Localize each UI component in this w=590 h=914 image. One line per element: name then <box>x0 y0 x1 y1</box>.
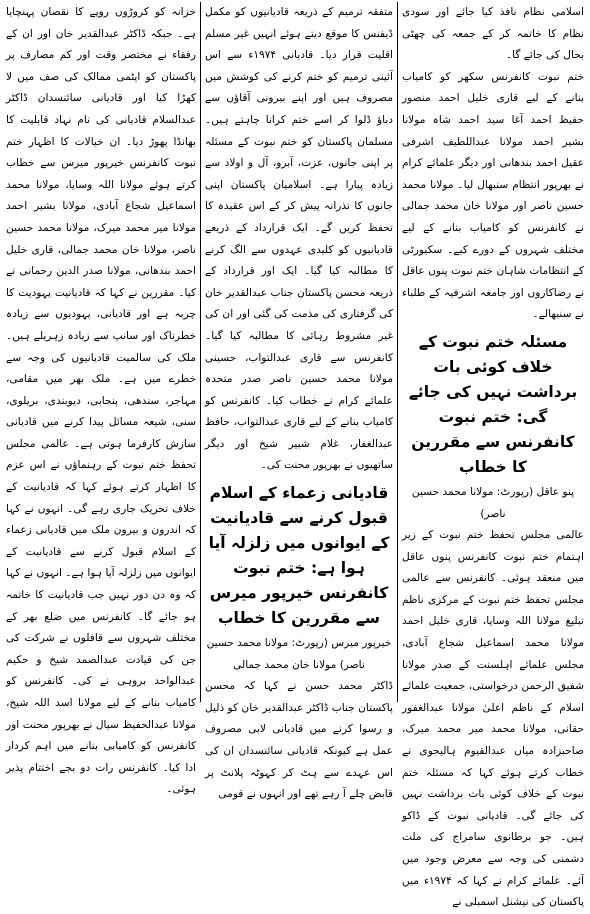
column-left <box>2 2 200 796</box>
article-paragraph: ختم نبوت کانفرنس سکھر کو کامیاب بنانے کے لیے قاری خلیل احمد منصور حفیظ احمد آغا سید احمد شاہ مولانا بشیر احمد مولانا عبداللطیف اشرفی عقیل احمد بندھانی اور دیگر علمائے کرام نے بھرپور انتظام سنبھال لیا۔ مولانا محمد حسین ناصر اور مولانا خان محمد جمالی نے کانفرنس کو کامیاب بنانے کے لیے مختلف شہروں کے دورے کیے۔ سکیورٹی کے انتظامات شاہان ختم نبوت پنوں عاقل نے رضاکاروں اور جامعہ اشرفیہ کے طلباء نے سنبھالے۔ <box>402 70 584 321</box>
article-paragraph: خزانہ کو کروڑوں روپے کا نقصان پہنچایا ہے۔ جبکہ ڈاکٹر عبدالقدیر خان اور ان کے رفقاء نے مختصر وقت اور کم مصارف پر پاکستان کو ایٹمی ممالک کی صف میں لا کھڑا کیا اور قادیانی سائنسدان ڈاکٹر عبدالسلام قادیانی کی نام نہاد قابلیت کا بھانڈا پھوڑ دیا۔ ان خیالات کا اظہار ختم نبوت کانفرنس خیرپور میرس سے خطاب کرتے ہوئے مولانا اللہ وسایا، مولانا محمد اسماعیل شجاع آبادی، مولانا بشیر احمد مولانا میر محمد میرک، مولانا محمد حسین ناصر، مولانا خان محمد جمالی، قاری خلیل احمد بندھانی، مولانا صدر الدین رحمانی نے کیا۔ مقررین نے کہا کہ قادیانیت یہودیت کا چربہ ہے اور قادیانی، یہودیوں سے زیادہ خطرناک اور سانپ سے زیادہ زہریلے ہیں۔ ملک کی سالمیت قادیانیوں کی وجہ سے خطرے میں ہے۔ ملک بھر میں مقامی، مہاجر، سندھی، پنجابی، دیوبندی، بریلوی، سنی، شیعہ مسائل پیدا کرنے میں قادیانی سازش کارفرما ہوتی ہے۔ عالمی مجلس تحفظ ختم نبوت کے رہنماؤں نے اس عزم کا اظہار کرتے ہوئے کہا کہ قادیانیت کے خلاف تحریک جاری رہے گی۔ انہوں نے کہا کہ اندرون و بیرون ملک میں قادیانی زعماء کے اسلام قبول کرنے سے قادیانیت کے ایوانوں میں زلزلہ آیا ہوا ہے۔ انہوں نے کہا کہ وہ دن دور نہیں جب قادیانیت کا خاتمہ ہو جائے گا۔ کانفرنس میں ضلع بھر کے مختلف شہروں سے قافلوں نے شرکت کی جن کی قیادت عبدالصمد شیخ و حکیم عبدالواحد بروہی نے کی۔ کانفرنس کو کامیاب بنانے کے لیے مولانا اسد اللہ شیخ، مولانا عبدالحفیظ سیال نے بھرپور محنت اور کانفرنس کو کامیابی بنانے میں اہم کردار ادا کیا۔ کانفرنس رات دو بجے اختتام پذیر ہوئی۔ <box>6 6 196 796</box>
article-paragraph: ڈاکٹر محمد حسن نے کہا کہ محسن پاکستان جناب ڈاکٹر عبدالقدیر خان کو ذلیل و رسوا کرنے میں قادیانی لابی مصروف عمل ہے کیونکہ قادیانی سائنسدان ان کی اس عہدے سے ہٹ کر کہوٹہ پلانٹ پر قابض چلے آ رہے تھے اور انہوں نے قومی <box>205 680 393 801</box>
headline-khatm-e-nabuwat: مسئلہ ختم نبوت کے خلاف کوئی بات برداشت نہیں کی جائے گی: ختم نبوت کانفرنس سے مقررین کا خطاب <box>408 332 578 476</box>
byline: خیرپور میرس (رپورٹ: مولانا محمد حسین ناصر) مولانا خان محمد جمالی <box>206 637 392 671</box>
byline: پنو عاقل (رپورٹ: مولانا محمد حسین ناصر) <box>411 485 575 520</box>
article-paragraph: عالمی مجلس تحفظ ختم نبوت کے زیر اہتمام ختم نبوت کانفرنس پنوں عاقل میں منعقد ہوئی۔ کانفرنس سے عالمی مجلس تحفظ ختم نبوت کے مرکزی ناظم تبلیغ مولانا اللہ وسایا، قاری خلیل احمد مولانا محمد اسماعیل شجاع آبادی، مجلس علمائے اہلسنت کے صدر مولانا شفیق الرحمن درخواستی، جمعیت علمائے اسلام کے ناظم اعلیٰ مولانا عبدالغفور حقانی، مولانا محمد میر محمد میرک، صاحبزادہ میاں عبدالقیوم ہالیجوی نے خطاب کرتے ہوئے کہا کہ مسئلہ ختم نبوت کے خلاف کوئی بات برداشت نہیں کی جائے گی۔ قادیانی نبوت کے ڈاکو ہیں۔ جو برطانوی سامراج کی ملت دشمنی کی وجہ سے معرض وجود میں آئے۔ علمائے کرام نے کہا کہ ۱۹۷۴ء میں پاکستان کی نیشنل اسمبلی نے <box>402 529 584 909</box>
column-right <box>398 2 588 909</box>
article-paragraph: متفقہ ترمیم کے ذریعہ قادیانیوں کو مکمل ڈیفنس کا موقع دیتے ہوئے انہیں غیر مسلم اقلیت قرار دیا۔ قادیانی ۱۹۷۴ء سے اس آئینی ترمیم کو ختم کرنے کی کوشش میں مصروف ہیں اور اپنے بیرونی آقاؤں سے دباؤ ڈلوا کر اسے ختم کرانا چاہتے ہیں۔ مسلمان پاکستان کو ختم نبوت کے مسئلہ پر اپنی جانوں، عزت، آبرو، آل و اولاد سے زیادہ پیارا ہے۔ اسلامیان پاکستان اپنی جانوں کا نذرانہ پیش کر کے اس عقیدہ کا تحفظ کریں گے۔ ایک قرارداد کے ذریعے قادیانیوں کو کلیدی عہدوں سے الگ کرنے کا مطالبہ کیا گیا۔ ایک اور قرارداد کے ذریعہ محسن پاکستان جناب عبدالقدیر خان کی گرفتاری کی مذمت کی گئی اور ان کی غیر مشروط رہائی کا مطالبہ کیا گیا۔ کانفرنس سے قاری عبدالتواب، حسینی مولانا محمد حسین ناصر صدر متحدہ علمائے کرام نے خطاب کیا۔ کانفرنس کو کامیاب بنانے کے لیے قاری عبدالتواب، حافظ عبدالغفار، غلام شبیر شیخ اور دیگر ساتھیوں نے بھرپور محنت کی۔ <box>205 6 393 472</box>
column-middle <box>201 2 397 801</box>
headline-qadiani-zuama: قادیانی زعماء کے اسلام قبول کرنے سے قادیانیت کے ایوانوں میں زلزلہ آیا ہوا ہے: ختم نبوت کانفرنس خیرپور میرس سے مقررین کا خطاب <box>208 484 390 628</box>
article-continuation: اسلامی نظام نافذ کیا جائے اور سودی نظام کا خاتمہ کر کے جمعہ کی چھٹی بحال کی جائے گا۔ <box>402 6 584 62</box>
